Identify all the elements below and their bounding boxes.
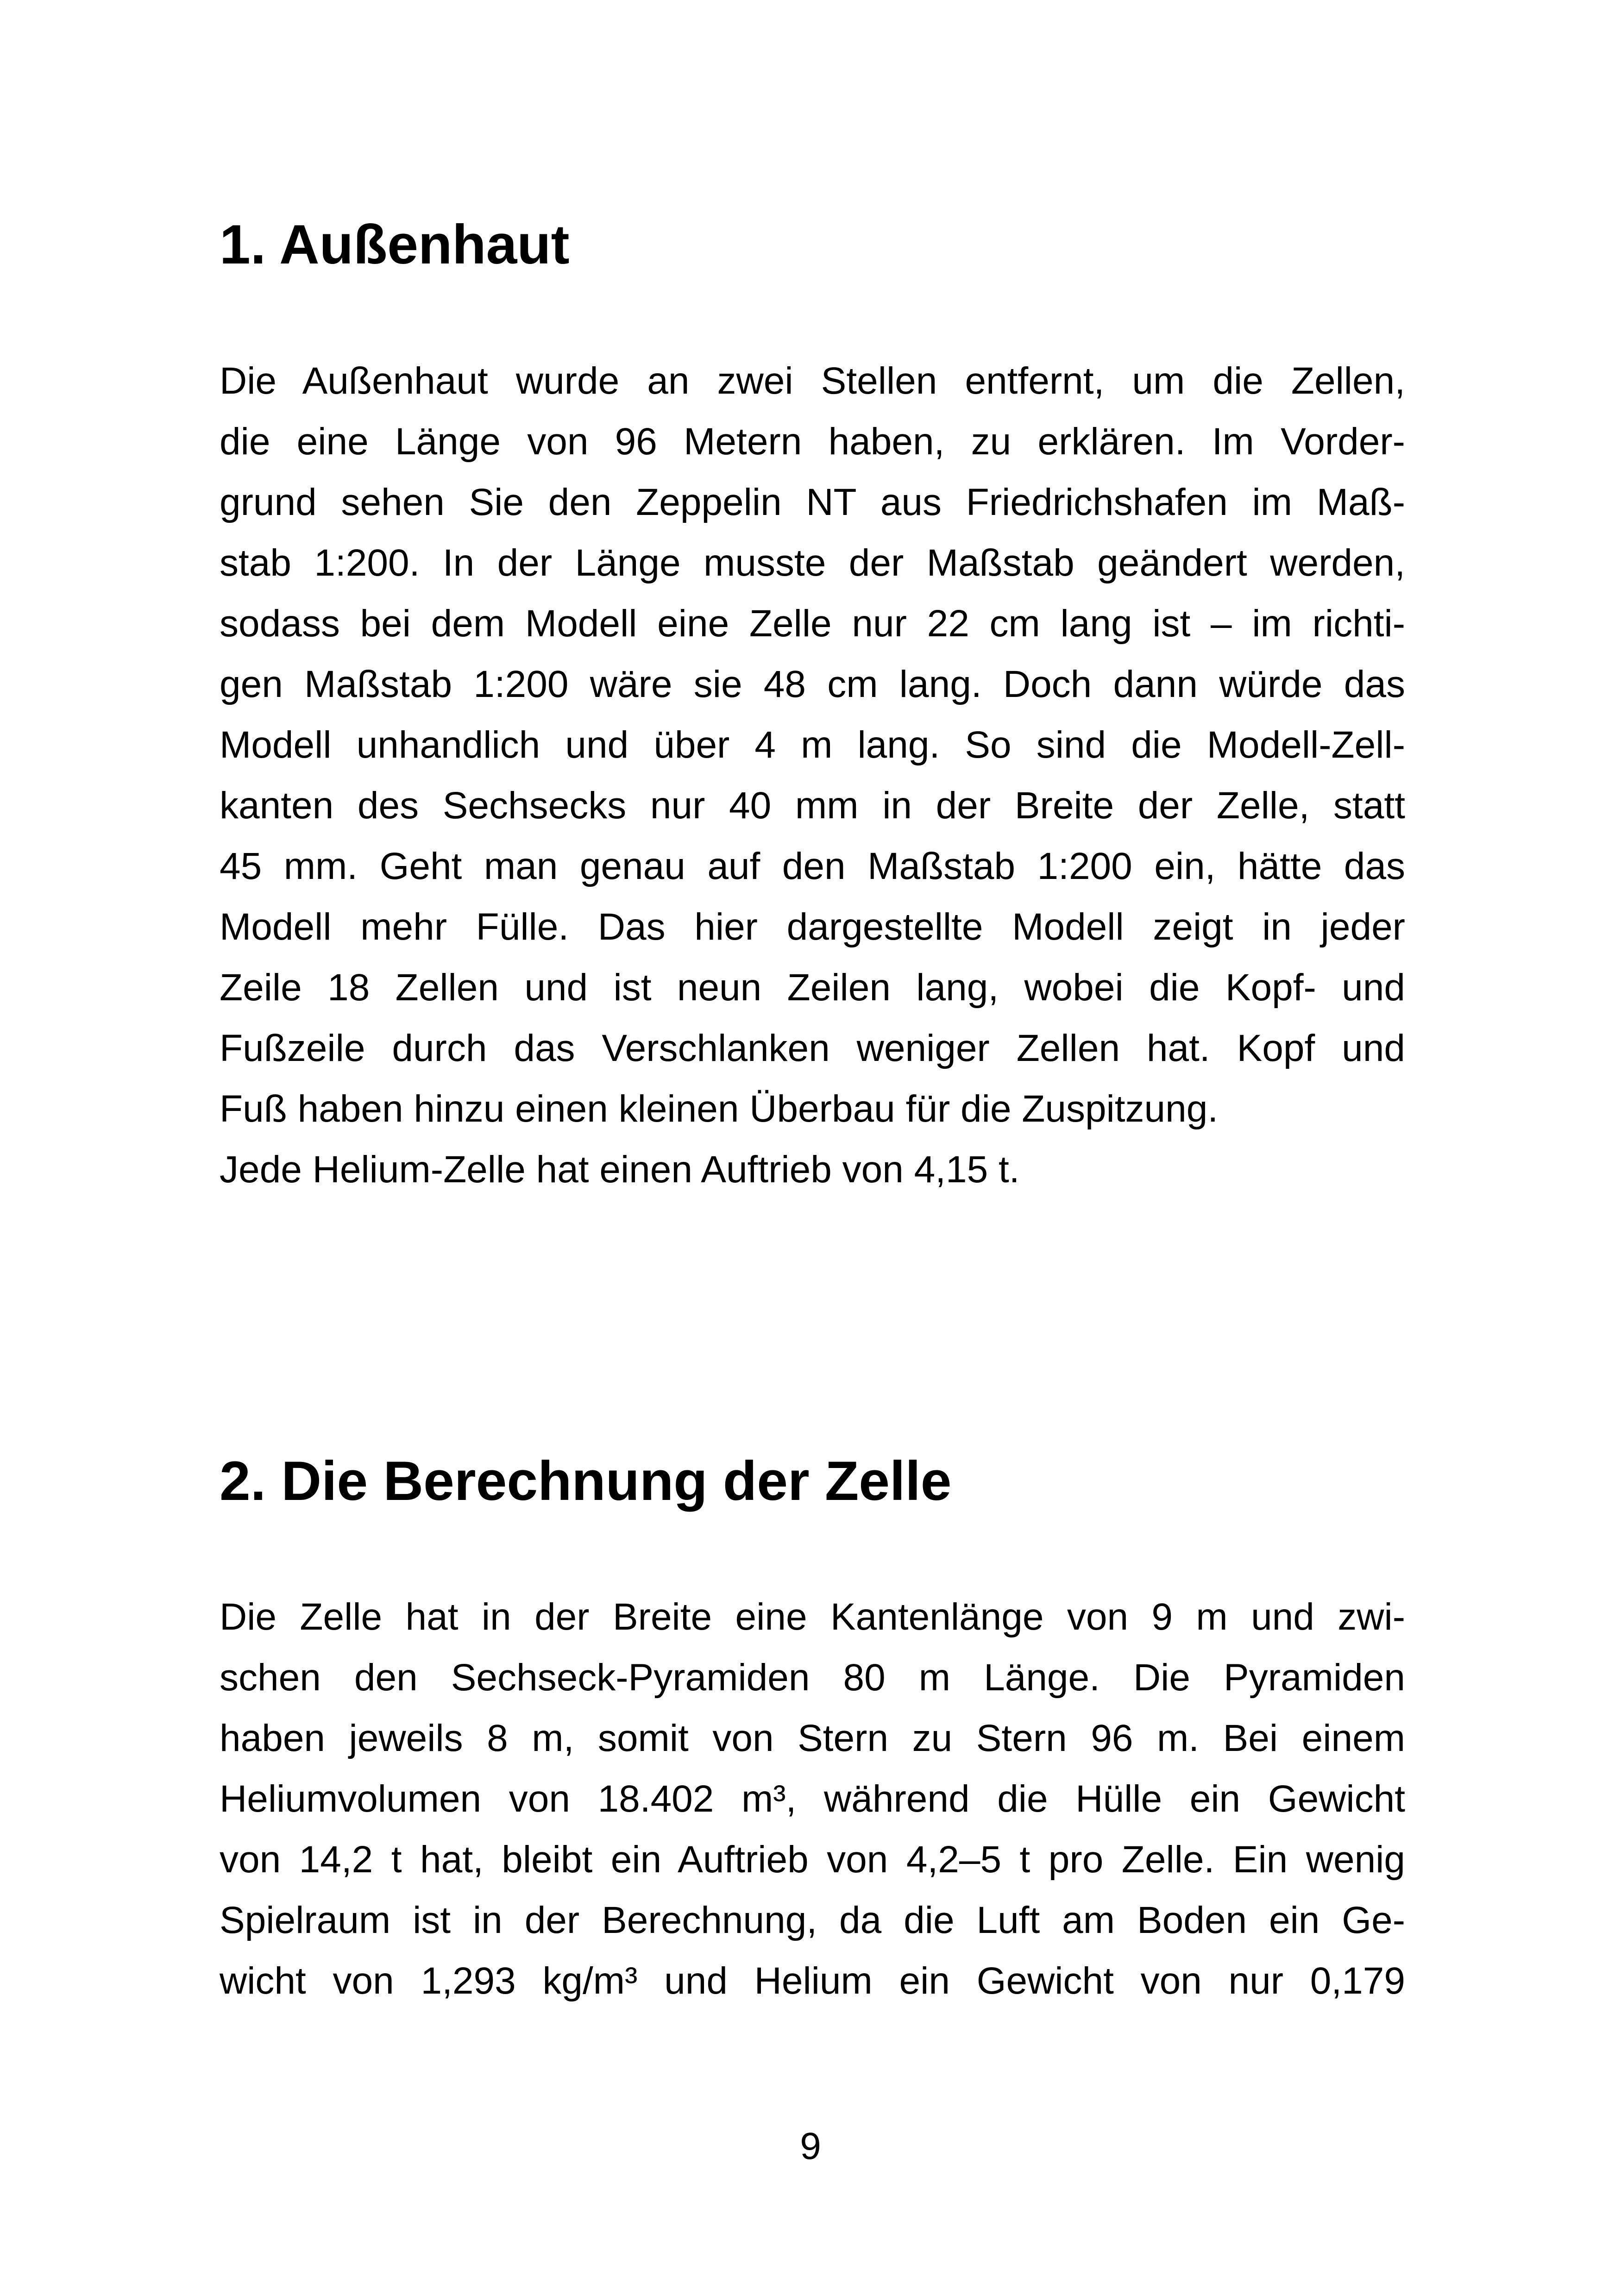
section-heading-aussenhaut: 1. Außenhaut xyxy=(220,213,570,276)
text-line: die eine Länge von 96 Metern haben, zu erklären. Im Vorder- xyxy=(220,420,1405,463)
text-line: 45 mm. Geht man genau auf den Maßstab 1:200 ein, hätte das xyxy=(220,845,1405,887)
text-line: Fußzeile durch das Verschlanken weniger Zellen hat. Kopf und xyxy=(220,1027,1405,1069)
text-line: Modell unhandlich und über 4 m lang. So sind die Modell-Zell- xyxy=(220,724,1405,766)
section-body-berechnung xyxy=(220,1587,1405,2011)
text-line: Heliumvolumen von 18.402 m³, während die Hülle ein Gewicht xyxy=(220,1778,1405,1820)
text-line: Jede Helium-Zelle hat einen Auftrieb von 4,15 t. xyxy=(220,1148,1020,1191)
text-line: Die Zelle hat in der Breite eine Kantenlänge von 9 m und zwi- xyxy=(220,1596,1405,1638)
text-line: Fuß haben hinzu einen kleinen Überbau für die Zuspitzung. xyxy=(220,1088,1219,1130)
text-line: stab 1:200. In der Länge musste der Maßstab geändert werden, xyxy=(220,542,1405,584)
section-heading-berechnung: 2. Die Berechnung der Zelle xyxy=(220,1450,952,1512)
text-line: sodass bei dem Modell eine Zelle nur 22 cm lang ist – im richti- xyxy=(220,602,1405,645)
text-line: kanten des Sechsecks nur 40 mm in der Breite der Zelle, statt xyxy=(220,784,1405,827)
text-line: Die Außenhaut wurde an zwei Stellen entfernt, um die Zellen, xyxy=(220,360,1405,402)
page-number: 9 xyxy=(800,2125,821,2167)
section-body-aussenhaut xyxy=(220,351,1405,1200)
text-line: gen Maßstab 1:200 wäre sie 48 cm lang. Doch dann würde das xyxy=(220,663,1405,705)
text-line: Modell mehr Fülle. Das hier dargestellte Modell zeigt in jeder xyxy=(220,906,1405,948)
text-line: Spielraum ist in der Berechnung, da die Luft am Boden ein Ge- xyxy=(220,1899,1405,1941)
text-line: haben jeweils 8 m, somit von Stern zu Stern 96 m. Bei einem xyxy=(220,1717,1405,1759)
text-line: wicht von 1,293 kg/m³ und Helium ein Gewicht von nur 0,179 xyxy=(220,1960,1405,2002)
text-line: von 14,2 t hat, bleibt ein Auftrieb von 4,2–5 t pro Zelle. Ein wenig xyxy=(220,1838,1405,1881)
text-line: Zeile 18 Zellen und ist neun Zeilen lang, wobei die Kopf- und xyxy=(220,966,1405,1009)
text-line: grund sehen Sie den Zeppelin NT aus Friedrichshafen im Maß- xyxy=(220,481,1405,523)
text-line: schen den Sechseck-Pyramiden 80 m Länge. Die Pyramiden xyxy=(220,1656,1405,1699)
